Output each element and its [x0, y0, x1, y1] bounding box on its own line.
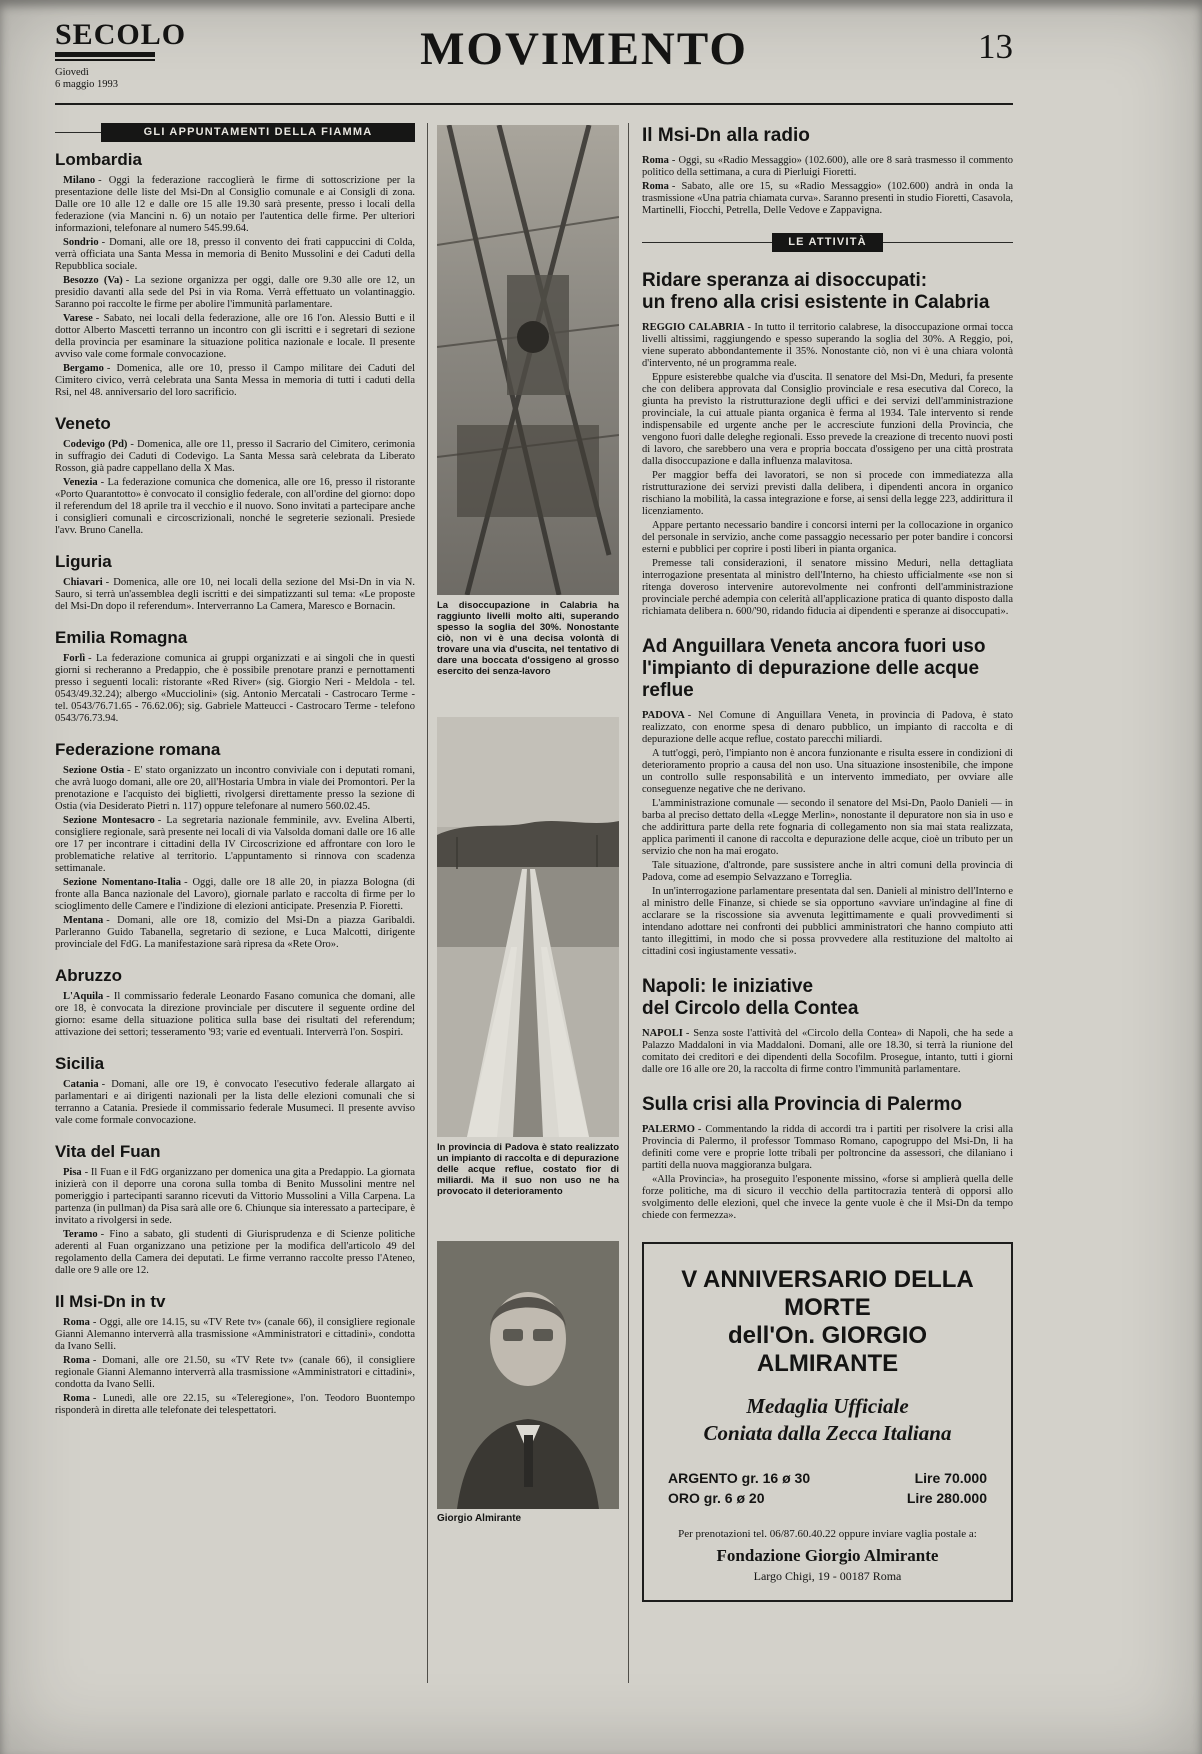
article-headline: Il Msi-Dn alla radio [642, 125, 810, 146]
article-headline: Sulla crisi alla Provincia di Palermo [642, 1094, 962, 1115]
header-divider [55, 103, 1013, 105]
date-line [55, 67, 265, 91]
section-liguria [55, 552, 415, 613]
photo-caption: Giorgio Almirante [437, 1513, 522, 1524]
item-lead: Codevigo (Pd) [63, 439, 128, 450]
news-item [55, 363, 415, 399]
item-text: - Oggi, dalle ore 18 alle 20, in piazza Bologna (di fronte alla Banca nazionale del Lavoro), giornale parlato e raccolta di firme per lo scioglimento delle Camere e l'indizione di elezioni anticipate. Presenzia P. Fioretti. [55, 877, 415, 912]
item-lead: Forlì [63, 653, 86, 664]
articles-column [629, 123, 1013, 1683]
section-vita-del-fuan [55, 1142, 415, 1277]
news-item [55, 765, 415, 813]
item-text: - Lunedì, alle ore 22.15, su «Teleregione», l'on. Teodoro Buontempo risponderà in diretta alle telefonate dei telespettatori. [55, 1393, 415, 1416]
news-item [55, 1317, 415, 1353]
section-heading: Il Msi-Dn in tv [55, 1292, 166, 1311]
body-paragraph [642, 710, 1013, 746]
appointments-banner [55, 123, 415, 142]
item-lead: Pisa [63, 1167, 82, 1178]
paragraph-text: - Commentando la ridda di accordi tra i partiti per risolvere la crisi alla Provincia di Palermo, il professor Tommaso Romano, capogruppo del Msi-Dn, li ha definiti come vere e proprie lotte tribali per poltroncine da assessori, che dilaniano i partiti della nuova maggioranza bulgara. [642, 1124, 1013, 1171]
news-item [55, 653, 415, 725]
masthead-center [265, 20, 903, 74]
dateline: PALERMO [642, 1124, 695, 1135]
item-lead: Teramo [63, 1229, 98, 1240]
ad-foundation-name: Fondazione Giorgio Almirante [716, 1546, 939, 1565]
ad-oro-label: ORO gr. 6 ø 20 [668, 1490, 765, 1506]
dateline: NAPOLI [642, 1028, 683, 1039]
news-item [55, 991, 415, 1039]
headline-line-1: Ridare speranza ai disoccupati: [642, 270, 928, 291]
section-heading: Sicilia [55, 1054, 105, 1073]
news-item [55, 175, 415, 235]
section-heading: Emilia Romagna [55, 628, 188, 647]
item-lead: Sondrio [63, 237, 99, 248]
news-item [55, 275, 415, 311]
item-text: - La federazione comunica ai gruppi organizzati e ai singoli che in questi giorni si recheranno a Predappio, che è possibile prenotare pranzi e pernottamenti presso i seguenti locali: ristorante «Red River» (sig. Giorgio Neri - Meldola - tel. 0543/49.32.24); albergo «Mucciolini» (sig. Antonio Mercatali - Castrocaro Terme - tel. 0543/76.71.65 - 76.62.06); sig. Gabriele Matteucci - Castrocaro Terme - telefono 0543/76.73.94. [55, 653, 415, 724]
news-item [55, 877, 415, 913]
item-lead: Venezia [63, 477, 98, 488]
paragraph-text: - Nel Comune di Anguillara Veneta, in provincia di Padova, è stato realizzato, con enorme spesa di denaro pubblico, un impianto di raccolta e di depurazione delle acque reflue, costato parecchi miliardi. [642, 710, 1013, 745]
appointments-column [55, 123, 427, 1683]
photo-caption: In provincia di Padova è stato realizzato un impianto di raccolta e di depurazione delle acque reflue, costato fior di miliardi. Ma il suo non uso ne ha provocato il deterioramento [437, 1142, 619, 1197]
body-paragraph [642, 1124, 1013, 1172]
body-paragraph: L'amministrazione comunale — secondo il senatore del Msi-Dn, Paolo Danieli — in barba al preciso dettato della «Legge Merlin», nonostante il depuratore non sia in uso e che addirittura parte della rete fognaria di collegamento non sia mai stata realizzata, applica parimenti il canone di raccolta e depurazione delle acque, cioè un tributo per un servizio che non ha mai erogato. [642, 798, 1013, 857]
ad-argento-price: Lire 70.000 [914, 1470, 987, 1486]
news-item [642, 181, 1013, 217]
body-paragraph [642, 322, 1013, 370]
item-text: - La federazione comunica che domenica, alle ore 16, presso il ristorante «Porto Quarantotto» è convocato il consiglio federale, con all'ordine del giorno: dopo il referendum del 18 aprile tra il vecchio e il nuovo. Sono invitati a partecipare anche i consiglieri comunali e circoscrizionali, nonché le segreterie sezionali. Presiede l'avv. Bruno Canella. [55, 477, 415, 536]
item-lead: Sezione Ostia [63, 765, 125, 776]
ad-argento-label: ARGENTO gr. 16 ø 30 [668, 1470, 811, 1486]
item-text: - Oggi, su «Radio Messaggio» (102.600), alle ore 8 sarà trasmesso il commento politico della settimana, a cura di Pierluigi Fioretti. [642, 155, 1013, 178]
section-heading: Abruzzo [55, 966, 123, 985]
item-lead: Roma [63, 1393, 90, 1404]
section-abruzzo [55, 966, 415, 1039]
headline-line-2: del Circolo della Contea [642, 998, 859, 1019]
appointments-banner-label: GLI APPUNTAMENTI DELLA FIAMMA [101, 123, 415, 142]
page-number: 13 [978, 27, 1013, 66]
article-radio [642, 125, 1013, 217]
news-item [55, 1355, 415, 1391]
item-text: - Domenica, alle ore 10, nei locali della sezione del Msi-Dn in via N. Sauro, si terrà un'assemblea degli iscritti e dei simpatizzanti sul tema: «Le proposte del Msi-Dn dopo il referendum». Interverranno La Camera, Maresco e Bornacin. [55, 577, 415, 612]
ad-medal-line-1: Medaglia Ufficiale [746, 1394, 909, 1418]
body-paragraph: Eppure esisterebbe qualche via d'uscita. Il senatore del Msi-Dn, Meduri, fa presente che con delibera approvata dal Consiglio provinciale e resa esecutiva dal Coreco, la giunta ha previsto la ristrutturazione degli uffici e dei servizi dell'amministrazione provinciale, la cui attuale pianta organica è ferma al 1934. Tale intervento si rende indispensabile ed urgente anche per le accresciute funzioni della Provincia, che vengono fuori dalle deleghe regionali. Esso prevede la creazione di trecento nuovi posti di lavoro, che sarebbero una vera e propria boccata d'ossigeno per una città prostrata dalla disoccupazione e dalla influenza malavitosa. [642, 372, 1013, 467]
section-emilia-romagna [55, 628, 415, 725]
body-paragraph: Appare pertanto necessario bandire i concorsi interni per la collocazione in organico del personale in servizio, anche come passaggio necessario per poter bandire i concorsi esterni e pubblici per coprire i posti liberi in pianta organica. [642, 520, 1013, 555]
dateline: REGGIO CALABRIA [642, 322, 745, 333]
item-text: - Domani, alle ore 19, è convocato l'esecutivo federale allargato ai parlamentari e ai dirigenti nazionali per la lista delle elezioni comunali che si terranno a Catania. Presiede il commissario federale Musumeci. Il presente avviso vale come formale convocazione. [55, 1079, 415, 1126]
item-text: - La segretaria nazionale femminile, avv. Evelina Alberti, consigliere regionale, sarà presente nei locali di via Valsolda domani dalle ore 16 alle ore 17 per incontrare i cittadini della IV Circoscrizione ed affrontare con loro le problematiche relative al territorio. L'appuntamento si rinnova con scadenza settimanale. [55, 815, 416, 874]
masthead-left [55, 20, 265, 91]
section-msi-dn-in-tv [55, 1292, 415, 1417]
section-lombardia [55, 150, 415, 399]
news-item [55, 815, 415, 875]
article-calabria [642, 270, 1013, 618]
article-anguillara [642, 636, 1013, 958]
article-palermo [642, 1094, 1013, 1222]
news-item [55, 439, 415, 475]
ad-title-line-1: V ANNIVERSARIO DELLA MORTE [681, 1266, 974, 1321]
article-headline [642, 976, 1013, 1020]
photo-calabria-industry [437, 125, 619, 595]
date: 6 maggio 1993 [55, 79, 118, 90]
ad-oro-price: Lire 280.000 [906, 1490, 987, 1506]
content-columns [55, 123, 1013, 1683]
ad-foundation-address: Largo Chigi, 19 - 00187 Roma [753, 1569, 902, 1583]
item-lead: Milano [63, 175, 96, 186]
logo-underline-bar [55, 52, 155, 57]
banner-rule [642, 242, 772, 243]
section-heading: Lombardia [55, 150, 142, 169]
item-text: - Oggi, alle ore 14.15, su «TV Rete tv» (canale 66), il consigliere regionale Gianni Alemanno interverrà alla trasmissione «Amministratori e cittadini», condotta da Ivano Selli. [55, 1317, 415, 1352]
body-paragraph: A tutt'oggi, però, l'impianto non è ancora funzionante e risulta essere in condizioni di deterioramento proprio a causa del non uso. Una situazione insostenibile, che impone un controllo sulle responsabilità e un intervento immediato, per ovviare alle conseguenze negative che ne derivano. [642, 748, 1013, 795]
item-lead: Catania [63, 1079, 99, 1090]
item-text: - Il commissario federale Leonardo Fasano comunica che domani, alle ore 18, è convocata la direzione provinciale per discutere il seguente ordine del giorno: esame della situazione politica sulla base dei risultati del referendum; attivazione dei settori; tesseramento '93; varie ed eventuali. Interverrà l'on. Sospiri. [55, 991, 415, 1038]
ad-price-table [668, 1468, 987, 1508]
news-item [55, 1229, 415, 1277]
item-text: - Domani, alle ore 18, presso il convento dei frati cappuccini di Colda, verrà officiata una Santa Messa in memoria di Benito Mussolini e dei Caduti della Repubblica sociale. [55, 237, 415, 272]
newspaper-logo: SECOLO [55, 18, 187, 51]
section-sicilia [55, 1054, 415, 1127]
section-veneto [55, 414, 415, 537]
article-headline [642, 636, 1013, 702]
item-lead: Chiavari [63, 577, 103, 588]
photo-padova-plant [437, 717, 619, 1137]
body-paragraph: «Alla Provincia», ha proseguito l'esponente missino, «forse si amplierà quella delle forze politiche, ma di sicuro il vecchio della partitocrazia tenterà di opporsi allo svolgimento delle elezioni, quel che invece la gente vuole è che il Msi-Dn da tempo chiede con fermezza». [642, 1174, 1013, 1221]
section-heading: Veneto [55, 414, 111, 433]
item-text: - Domani, alle ore 21.50, su «TV Rete tv» (canale 66), il consigliere regionale Gianni Alemanno interverrà alla trasmissione «Amministratori e cittadini», condotta da Ivano Selli. [55, 1355, 415, 1390]
news-item [55, 237, 415, 273]
item-lead: Besozzo (Va) [63, 275, 123, 286]
body-paragraph: Per maggior beffa dei lavoratori, se non si procede con immediatezza alla ristrutturazione dei servizi previsti dalla delibera, i dipendenti ancora in organico rischiano la mobilità, la cassa integrazione e forse, ai sensi della legge 223, addirittura il licenziamento. [642, 470, 1013, 517]
news-item [55, 477, 415, 537]
news-item [642, 155, 1013, 179]
item-text: - Sabato, alle ore 15, su «Radio Messaggio» (102.600) andrà in onda la trasmissione «Una patria chiamata curva». Saranno presenti in studio Fioretti, Casavola, Martinelli, Fiocchi, Petrella, Delle Vedove e Zappavigna. [642, 181, 1013, 216]
banner-rule [883, 242, 1013, 243]
section-federazione-romana [55, 740, 415, 951]
item-lead: Roma [642, 155, 669, 166]
photo-caption: La disoccupazione in Calabria ha raggiunto livelli molto alti, superando spesso la soglia del 30%. Nonostante ciò, non vi è una decisa volontà di trovare una via d'uscita, nel tentativo di dare una boccata d'ossigeno al grosso esercito dei senza-lavoro [437, 600, 619, 677]
activities-banner [642, 233, 1013, 252]
item-lead: Sezione Nomentano-Italia [63, 877, 182, 888]
article-headline [642, 270, 1013, 314]
activities-banner-label: LE ATTIVITÀ [772, 233, 883, 252]
news-item [55, 577, 415, 613]
weekday: Giovedì [55, 67, 89, 78]
item-lead: L'Aquila [63, 991, 104, 1002]
section-heading: Vita del Fuan [55, 1142, 161, 1161]
body-paragraph: Tale situazione, d'altronde, pare sussistere anche in altri comuni della provincia di Padova, come ad esempio Selvazzano e Torreglia. [642, 860, 1013, 883]
item-text: - Fino a sabato, gli studenti di Giurisprudenza e di Scienze politiche aderenti al Fuan organizzano una petizione per la modifica dell'articolo 49 del regolamento della Camera dei deputati. Le firme verranno raccolte presso l'Ateneo, dalle ore 9 alle ore 12. [55, 1229, 415, 1276]
dateline: PADOVA [642, 710, 685, 721]
banner-rule [55, 132, 101, 133]
news-item [55, 915, 415, 951]
masthead [55, 20, 1013, 91]
news-item [55, 313, 415, 361]
body-paragraph [642, 1028, 1013, 1076]
photo-giorgio-almirante-portrait [437, 1241, 619, 1509]
body-paragraph: In un'interrogazione parlamentare presentata dal sen. Danieli al ministro dell'Interno e al ministro delle Finanze, si chiede se sia opportuno «avviare un'indagine al fine di acclarare se la riscossione sia avvenuta legittimamente e quali provvedimenti si intendano adottare nei confronti dei pubblici amministratori che hanno compiuto atti tanto illegittimi, in modo che si possa provvedere alla restituzione del maltolto ai cittadini così ingiustamente vessati». [642, 886, 1013, 957]
item-lead: Roma [63, 1355, 90, 1366]
article-napoli [642, 976, 1013, 1076]
section-heading: Federazione romana [55, 740, 221, 759]
item-text: - La sezione organizza per oggi, dalle ore 9.30 alle ore 12, un presidio davanti alla sede del Psi in via Roma. Verrà effettuato un volantinaggio. Saranno poi raccolte le firme per abolire l'immunità parlamentare. [55, 275, 415, 310]
paragraph-text: - In tutto il territorio calabrese, la disoccupazione ormai tocca livelli altissimi, raggiungendo e spesso superando la soglia del 30%. A Reggio, poi, viene superato abbondantemente il 35%. Nonostante ciò, non vi è una chiara volontà d'intervento, né un programma reale. [642, 322, 1014, 369]
body-paragraph: Premesse tali considerazioni, il senatore missino Meduri, nella dettagliata interrogazione presentata al ministro dell'Interno, ha chiesto ufficialmente «se non si ritenga doveroso intervenire autorevolmente nei confronti dell'amministrazione provinciale perché adempia con celerità all'applicazione pratica di quanto disposto dalla richiamata delibera n. 600/'90, ridando fiducia ai dipendenti e speranze ai disoccupati». [642, 558, 1013, 617]
item-lead: Bergamo [63, 363, 104, 374]
item-text: - Domenica, alle ore 10, presso il Campo militare dei Caduti del Cimitero civico, verrà celebrata una Santa Messa in memoria di tutti i caduti della Rsi, nel 48. anniversario del loro sacrificio. [55, 363, 415, 398]
item-text: - Sabato, nei locali della federazione, alle ore 16 l'on. Alessio Butti e il dottor Alberto Mascetti terranno un incontro con gli iscritti e i segretari di sezione della provincia per esaminare la situazione politica nazionale e locale. Il presente avviso vale come formale convocazione. [55, 313, 415, 360]
item-text: - Domani, alle ore 18, comizio del Msi-Dn a piazza Garibaldi. Parleranno Guido Tabanella, segretario di sezione, e Luca Malcotti, dirigente provinciale del FdG. La manifestazione sarà ripresa da «Rete Oro». [55, 915, 415, 950]
item-text: - Oggi la federazione raccoglierà le firme di sottoscrizione per la presentazione delle liste del Msi-Dn al Consiglio comunale e ai Consigli di zona. Dalle ore 10 alle 12 e dalle ore 15 alle 19.30 sarà presente, presso i locali della federazione (via Mancini n. 6) un notaio per l'autentica delle firme. Per ulteriori informazioni, telefonare al numero 545.99.64. [55, 175, 415, 234]
headline-line-2: l'impianto di depurazione delle acque reflue [642, 658, 980, 701]
news-item [55, 1393, 415, 1417]
item-text: - E' stato organizzato un incontro conviviale con i deputati romani, che avrà luogo domani, alle ore 20, all'Hostaria Umbra in viale dei Promontori. Per la prenotazione e l'acquisto dei biglietti, rivolgersi direttamente presso la sezione di Ostia (via Desiderato Pietri n. 117) oppure telefonare al numero 560.02.45. [55, 765, 415, 812]
ad-medal-line-2: Coniata dalla Zecca Italiana [703, 1421, 952, 1445]
news-item [55, 1079, 415, 1127]
headline-line-2: un freno alla crisi esistente in Calabria [642, 292, 990, 313]
masthead-right [903, 20, 1013, 66]
section-heading: Liguria [55, 552, 112, 571]
item-text: - Domenica, alle ore 11, presso il Sacrario del Cimitero, cerimonia in suffragio dei Caduti di Codevigo. La Santa Messa sarà celebrata da Liberato Rosson, già padre cappellano della X Mas. [55, 439, 416, 474]
item-lead: Sezione Montesacro [63, 815, 155, 826]
logo-underline-bar-thin [55, 59, 155, 61]
headline-line-1: Napoli: le iniziative [642, 976, 814, 997]
photo-column [427, 123, 629, 1683]
headline-line-1: Ad Anguillara Veneta ancora fuori uso [642, 636, 986, 657]
section-title: MOVIMENTO [420, 23, 748, 75]
ad-booking-note: Per prenotazioni tel. 06/87.60.40.22 oppure inviare vaglia postale a: [678, 1528, 977, 1540]
item-lead: Mentana [63, 915, 104, 926]
paragraph-text: - Senza soste l'attività del «Circolo della Contea» di Napoli, che ha sede a Palazzo Maddaloni in via Maddaloni. Domani, alle ore 18.30, si terrà la riunione del comitato dei creditori e dei dipendenti della Socofilm. Prosegue, intanto, tutti i giorni dalle ore 16 alle ore 20, la raccolta di firme contro l'immunità parlamentare. [642, 1028, 1013, 1075]
almirante-memorial-ad [642, 1242, 1013, 1602]
item-lead: Varese [63, 313, 93, 324]
news-item [55, 1167, 415, 1227]
item-lead: Roma [63, 1317, 90, 1328]
item-lead: Roma [642, 181, 669, 192]
ad-title-line-2: dell'On. GIORGIO ALMIRANTE [727, 1322, 928, 1377]
item-text: - Il Fuan e il FdG organizzano per domenica una gita a Predappio. La giornata inizierà con il deporre una corona sulla tomba di Benito Mussolini mentre nel pomeriggio i partecipanti saranno ricevuti da Vittorio Mussolini a Villa Carpena. La partenza (in pullman) da Pisa sarà alle ore 6. Chiunque sia interessato a partecipare, è invitato a rivolgersi in sede. [55, 1167, 415, 1226]
